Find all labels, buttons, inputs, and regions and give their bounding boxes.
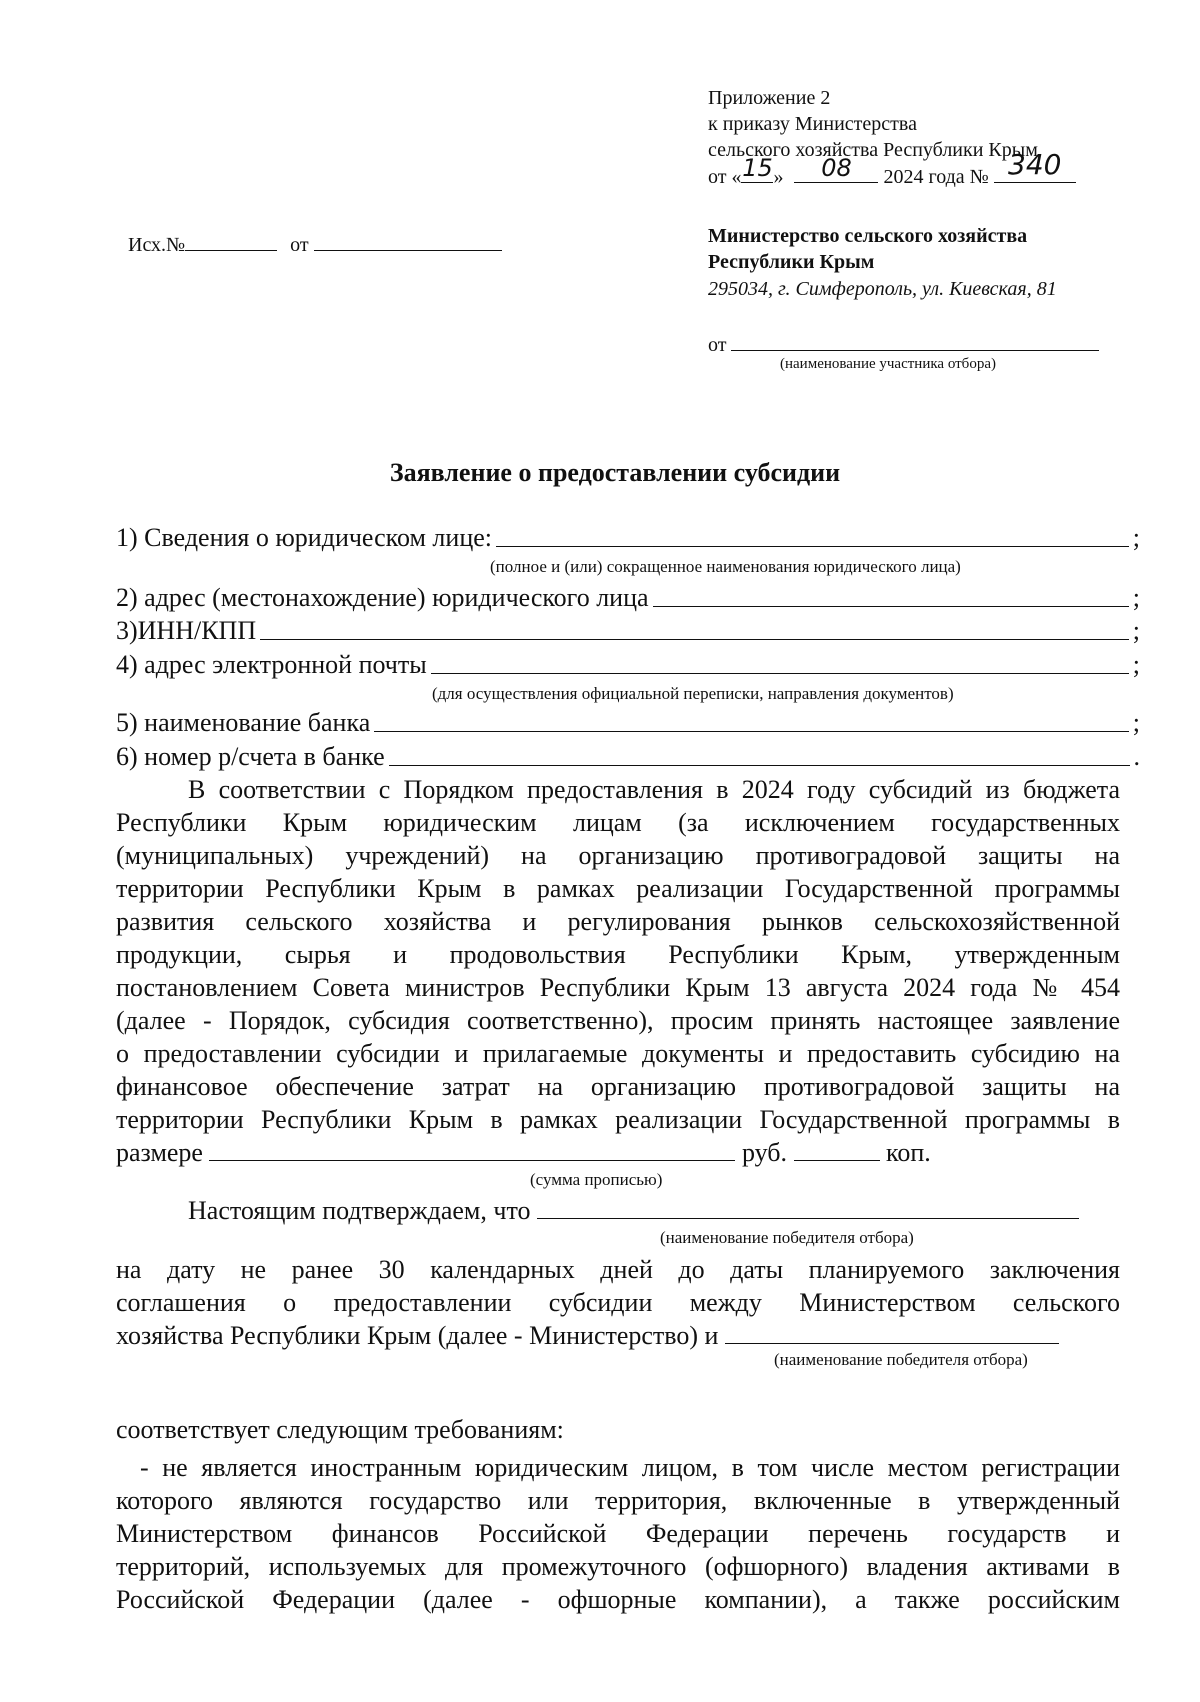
requirement-line: которого являются государство или территория, включенные в утвержденный — [116, 1486, 1120, 1515]
field-email — [116, 650, 1140, 680]
addressee-line1: Министерство сельского хозяйства — [708, 225, 1028, 247]
amount-words-field — [209, 1138, 735, 1161]
paragraph-line: (муниципальных) учреждений) на организацию противоградовой защиты на — [116, 841, 1120, 870]
field-underline — [260, 638, 1129, 640]
appendix-label: Приложение 2 — [708, 87, 831, 109]
addressee-address: 295034, г. Симферополь, ул. Киевская, 81 — [708, 278, 1057, 300]
paragraph-request — [116, 773, 1120, 1136]
requirement-line: - не является иностранным юридическим лицом, в том числе местом регистрации — [140, 1453, 1120, 1482]
field-end: ; — [1132, 616, 1140, 645]
outgoing-from-label: от — [290, 234, 309, 256]
field-underline — [496, 545, 1129, 547]
field-end: ; — [1132, 708, 1140, 737]
field-underline — [374, 730, 1129, 732]
field-label: 1) Сведения о юридическом лице: — [116, 523, 492, 552]
requirements-list — [116, 1451, 1120, 1616]
order-number-field — [994, 148, 1076, 183]
outgoing-label: Исх.№ — [128, 234, 186, 256]
requirement-line: Российской Федерации (далее - офшорные компании), а также российским — [116, 1585, 1120, 1614]
field-underline — [389, 764, 1130, 766]
amount-line — [116, 1136, 931, 1169]
field-underline — [653, 605, 1129, 607]
addressee-from-label: от — [708, 334, 727, 356]
field-end: . — [1133, 742, 1140, 771]
rub-label: руб. — [741, 1138, 788, 1167]
confirm-text: Настоящим подтверждаем, что — [188, 1196, 531, 1225]
paragraph-line: на дату не ранее 30 календарных дней до даты планируемого заключения — [116, 1255, 1120, 1284]
order-number: 340 — [1008, 148, 1062, 181]
requirement-line: территорий, используемых для промежуточного (офшорного) владения активами в — [116, 1552, 1120, 1581]
paragraph-agreement — [116, 1253, 1120, 1352]
amount-caption: (сумма прописью) — [530, 1170, 663, 1189]
paragraph-line: продукции, сырья и продовольствия Республики Крым, утвержденным — [116, 940, 1120, 969]
requirement-line: Министерством финансов Российской Федерации перечень государств и — [116, 1519, 1120, 1548]
field-label: 2) адрес (местонахождение) юридического лица — [116, 583, 649, 612]
order-reference: к приказу Министерства — [708, 113, 917, 135]
paragraph-line-last — [116, 1319, 1120, 1352]
paragraph-line: финансовое обеспечение затрат на организацию противоградовой защиты на — [116, 1072, 1120, 1101]
participant-caption: (наименование участника отбора) — [780, 356, 996, 372]
kop-field — [794, 1138, 880, 1161]
addressee-line2: Республики Крым — [708, 251, 875, 273]
winner-name-field — [537, 1196, 1079, 1219]
paragraph-line: развития сельского хозяйства и регулирования рынков сельскохозяйственной — [116, 907, 1120, 936]
ministry-reference: сельского хозяйства Республики Крым — [708, 139, 1038, 161]
confirm-line — [188, 1194, 1079, 1227]
field-end: ; — [1132, 650, 1140, 679]
outgoing-date-field — [314, 230, 502, 251]
field-caption-email: (для осуществления официальной переписки, направления документов) — [432, 684, 954, 703]
field-inn-kpp — [116, 616, 1140, 646]
requirements-intro: соответствует следующим требованиям: — [116, 1415, 564, 1444]
date-suffix: 2024 года № — [883, 166, 989, 188]
paragraph-line: соглашения о предоставлении субсидии между Министерством сельского — [116, 1288, 1120, 1317]
date-prefix: от « — [708, 166, 742, 188]
field-account-number — [116, 742, 1140, 772]
date-mid: » — [773, 166, 784, 188]
field-caption-legal-entity: (полное и (или) сокращенное наименования юридического лица) — [490, 557, 961, 576]
date-day: 15 — [742, 154, 773, 182]
field-label: 5) наименование банка — [116, 708, 371, 737]
field-legal-entity — [116, 523, 1140, 553]
paragraph-line: Республики Крым юридическим лицам (за исключением государственных — [116, 808, 1120, 837]
field-label: 3)ИНН/КПП — [116, 616, 257, 645]
outgoing-number-field — [185, 230, 277, 251]
field-end: ; — [1132, 523, 1140, 552]
winner-name-field-2 — [725, 1321, 1059, 1344]
participant-name-field — [731, 330, 1099, 351]
date-day-field — [741, 154, 773, 183]
page-title: Заявление о предоставлении субсидии — [389, 458, 841, 487]
paragraph-line: постановлением Совета министров Республики Крым 13 августа 2024 года № 454 — [116, 973, 1120, 1002]
field-bank-name — [116, 708, 1140, 738]
agreement-caption: (наименование победителя отбора) — [774, 1350, 1028, 1369]
paragraph-line: о предоставлении субсидии и прилагаемые документы и предоставить субсидию на — [116, 1039, 1120, 1068]
field-address — [116, 583, 1140, 613]
paragraph-line: В соответствии с Порядком предоставления в 2024 году субсидий из бюджета — [188, 775, 1120, 804]
paragraph-line-text: хозяйства Республики Крым (далее - Министерство) и — [116, 1321, 719, 1350]
paragraph-line: территории Республики Крым в рамках реализации Государственной программы — [116, 874, 1120, 903]
paragraph-line: территории Республики Крым в рамках реализации Государственной программы в — [116, 1105, 1120, 1134]
date-month-field — [794, 154, 878, 183]
outgoing-number — [128, 230, 502, 258]
kop-label: коп. — [886, 1138, 931, 1167]
field-label: 6) номер р/счета в банке — [116, 742, 385, 771]
date-month: 08 — [821, 154, 852, 182]
amount-label: размере — [116, 1138, 203, 1167]
field-end: ; — [1132, 583, 1140, 612]
confirm-caption: (наименование победителя отбора) — [660, 1228, 914, 1247]
field-underline — [431, 672, 1129, 674]
field-label: 4) адрес электронной почты — [116, 650, 427, 679]
paragraph-line: (далее - Порядок, субсидия соответственно), просим принять настоящее заявление — [116, 1006, 1120, 1035]
